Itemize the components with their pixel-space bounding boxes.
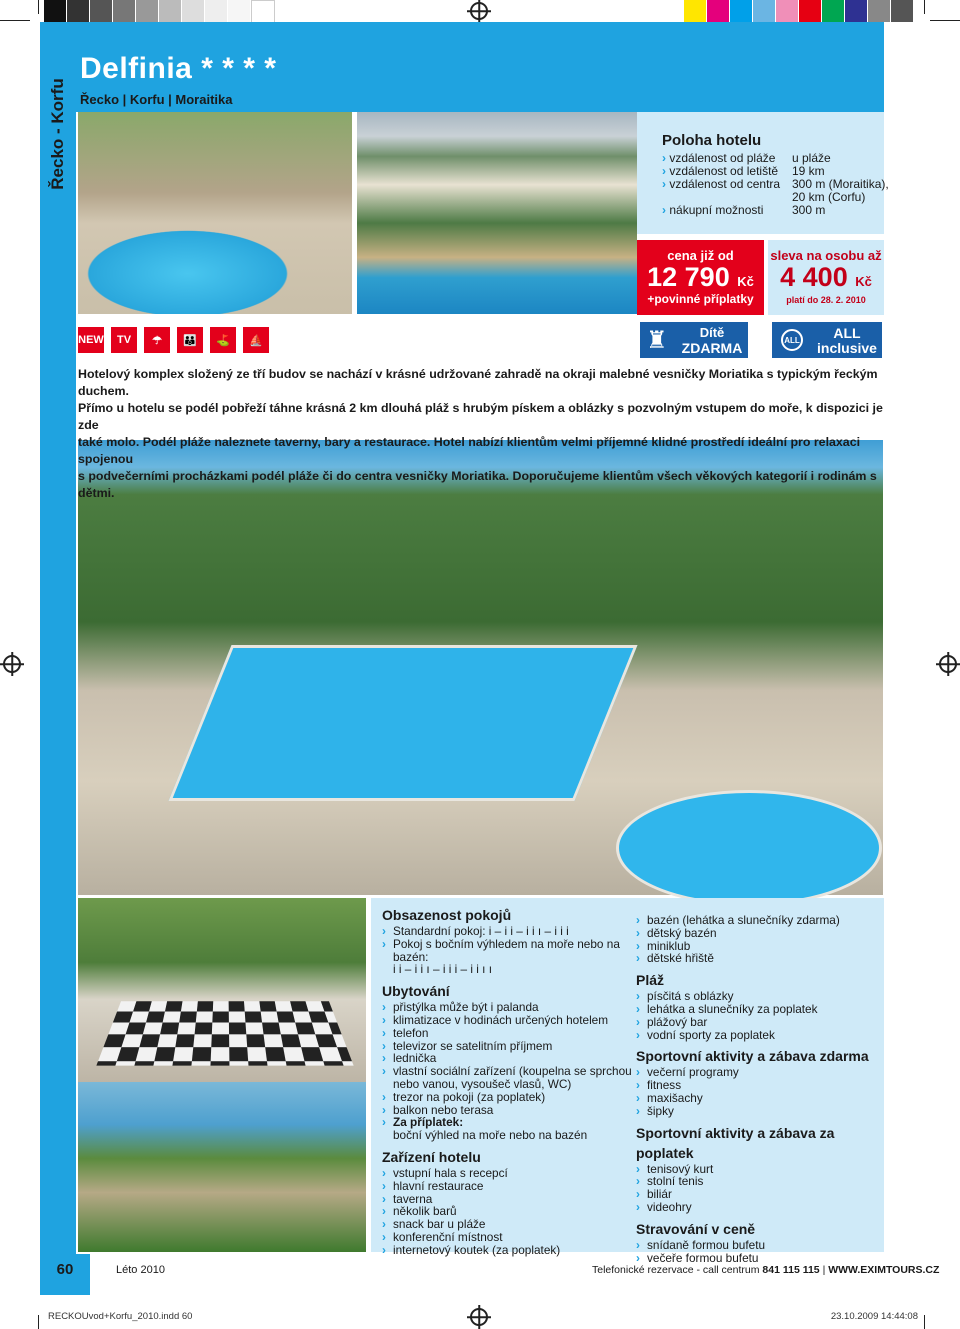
location-value: 20 km (Corfu) bbox=[792, 190, 866, 204]
list-item: › plážový bar bbox=[636, 1016, 880, 1029]
footer-phone: 841 115 115 bbox=[762, 1264, 820, 1276]
list-item: › fitness bbox=[636, 1079, 880, 1092]
list-item: › biliár bbox=[636, 1188, 880, 1201]
list-item: › trezor na pokoji (za poplatek) bbox=[382, 1091, 632, 1104]
amenity-icons bbox=[78, 327, 269, 353]
trim-mark bbox=[0, 20, 30, 21]
price-from-label: cena již od bbox=[667, 248, 734, 263]
list-item: › Pokoj s bočním výhledem na moře nebo na bazén: bbox=[382, 938, 632, 964]
sport-free-title: Sportovní aktivity a zábava zdarma bbox=[636, 1048, 869, 1065]
list-item: › internetový koutek (za poplatek) bbox=[382, 1244, 632, 1257]
list-item: › vlastní sociální zařízení (koupelna se sprchou bbox=[382, 1065, 632, 1078]
footer-separator: | bbox=[822, 1264, 826, 1276]
list-item: › telefon bbox=[382, 1027, 632, 1040]
location-value: u pláže bbox=[792, 151, 831, 165]
all-inclusive-line1: ALL bbox=[833, 325, 861, 341]
trim-mark bbox=[930, 20, 960, 21]
discount-value bbox=[768, 262, 884, 293]
list-item: › lehátka a slunečníky za poplatek bbox=[636, 1003, 880, 1016]
child-free-line1: Dítě bbox=[699, 325, 725, 340]
trim-mark bbox=[38, 1315, 39, 1329]
price-extra-fees: +povinné příplatky bbox=[647, 292, 754, 306]
hotel-description bbox=[78, 366, 884, 502]
discount-amount: 4 400 bbox=[780, 262, 848, 292]
list-item: › vodní sporty za poplatek bbox=[636, 1029, 880, 1042]
list-item: › lednička bbox=[382, 1052, 632, 1065]
all-inclusive-line2: inclusive bbox=[817, 340, 877, 356]
occupancy-list bbox=[382, 925, 632, 976]
footer-website: WWW.EXIMTOURS.CZ bbox=[828, 1264, 940, 1276]
print-slug-file: RECKOUvod+Korfu_2010.indd 60 bbox=[48, 1311, 193, 1322]
list-item: › dětské hřiště bbox=[636, 952, 880, 965]
list-item: › televizor se satelitním příjmem bbox=[382, 1040, 632, 1053]
registration-mark-left bbox=[3, 655, 21, 673]
footer-phone-label: Telefonické rezervace - call centrum bbox=[592, 1264, 760, 1276]
child-icon: ♜ bbox=[646, 327, 668, 354]
description-line: Přímo u hotelu se podél pobřeží táhne krásná 2 km dlouhá pláž s hrubým pískem a oblázky s pozvolným vstupem do moře, k dispozici je zde bbox=[78, 401, 883, 432]
list-item: › tenisový kurt bbox=[636, 1163, 880, 1176]
location-key: › vzdálenost od centra bbox=[662, 178, 780, 191]
list-item: › písčitá s oblázky bbox=[636, 990, 880, 1003]
footer-season: Léto 2010 bbox=[116, 1264, 165, 1276]
sport-paid-list bbox=[636, 1163, 880, 1214]
print-color-bar-left bbox=[44, 0, 275, 22]
rooms-title: Ubytování bbox=[382, 983, 450, 1000]
trim-mark bbox=[924, 1315, 925, 1329]
list-item: i i – i i ı – i i i – i i ı ı bbox=[393, 962, 492, 977]
list-item: › miniklub bbox=[636, 940, 880, 953]
list-item: › večerní programy bbox=[636, 1066, 880, 1079]
side-label bbox=[40, 22, 76, 222]
photo-pool-loungers bbox=[78, 112, 352, 314]
facilities-title: Zařízení hotelu bbox=[382, 1148, 481, 1165]
board-title: Stravování v ceně bbox=[636, 1220, 756, 1237]
side-label-text: Řecko - Korfu bbox=[48, 78, 67, 190]
location-key: › nákupní možnosti bbox=[662, 204, 763, 217]
tv-icon: TV bbox=[111, 327, 137, 353]
board-list bbox=[636, 1239, 880, 1265]
beach-title: Pláž bbox=[636, 972, 665, 989]
page-number: 60 bbox=[40, 1254, 90, 1295]
description-line: Hotelový komplex složený ze tří budov se nachází v krásné udržované zahradě na okraji malebné vesničky Moriatika s typickým řeckým duchem. bbox=[78, 367, 878, 398]
discount-validity: platí do 28. 2. 2010 bbox=[786, 295, 866, 305]
photo-beach-garden bbox=[78, 1082, 366, 1252]
list-item: › šipky bbox=[636, 1105, 880, 1118]
playground-icon: ⛳ bbox=[210, 327, 236, 353]
photo-chessboard bbox=[96, 1001, 353, 1065]
family-icon: 👪 bbox=[177, 327, 203, 353]
list-item: › bazén (lehátka a slunečníky zdarma) bbox=[636, 914, 880, 927]
hotel-title: Delfinia * * * * bbox=[80, 52, 277, 85]
list-item: › večeře formou bufetu bbox=[636, 1252, 880, 1265]
list-item: › konferenční místnost bbox=[382, 1231, 632, 1244]
surcharge-label: Za příplatek: bbox=[393, 1115, 464, 1130]
trim-mark bbox=[924, 0, 925, 14]
discount-currency: Kč bbox=[855, 274, 872, 289]
list-item: › stolní tenis bbox=[636, 1175, 880, 1188]
location-title: Poloha hotelu bbox=[662, 132, 762, 149]
list-item: nebo vanou, vysoušeč vlasů, WC) bbox=[393, 1076, 572, 1091]
occupancy-title: Obsazenost pokojů bbox=[382, 907, 512, 923]
registration-mark-right bbox=[939, 655, 957, 673]
all-inclusive-badge bbox=[772, 322, 882, 358]
beach-list bbox=[636, 990, 880, 1041]
location-key: › vzdálenost od letiště bbox=[662, 165, 778, 178]
photo-main-pool bbox=[168, 645, 637, 801]
rooms-list bbox=[382, 1001, 632, 1142]
registration-mark-top bbox=[470, 2, 488, 20]
list-item: › klimatizace v hodinách určených hotelem bbox=[382, 1014, 632, 1027]
list-item: › balkon nebo terasa bbox=[382, 1104, 632, 1117]
list-item: › hlavní restaurace bbox=[382, 1180, 632, 1193]
facilities-list bbox=[382, 1167, 632, 1257]
location-value: 19 km bbox=[792, 164, 825, 178]
list-item: › několik barů bbox=[382, 1205, 632, 1218]
child-free-line2: ZDARMA bbox=[681, 340, 743, 356]
footer-contact bbox=[592, 1264, 940, 1276]
child-free-badge bbox=[640, 322, 748, 358]
location-value: 300 m (Moraitika), bbox=[792, 177, 889, 191]
sport-paid-title: Sportovní aktivity a zábava za poplatek bbox=[636, 1124, 835, 1161]
location-value: 300 m bbox=[792, 203, 826, 217]
beach-umbrella-icon: ☂ bbox=[144, 327, 170, 353]
list-item: › videohry bbox=[636, 1201, 880, 1214]
list-item: › dětský bazén bbox=[636, 927, 880, 940]
list-item: › maxišachy bbox=[636, 1092, 880, 1105]
list-item: › Standardní pokoj: i – i i – i i ı – i i i bbox=[382, 925, 632, 938]
hotel-location-line: Řecko | Korfu | Moraitika bbox=[80, 92, 233, 107]
description-line: také molo. Podél pláže naleznete taverny, bary a restaurace. Hotel nabízí klientům velmi příjemné klidné prostředí ideální pro relaxaci spojenou bbox=[78, 435, 861, 466]
list-item: › snack bar u pláže bbox=[382, 1218, 632, 1231]
description-line: s podvečerními procházkami podél pláže či do centra vesničky Moriatika. Doporučujeme klientům všech věkových kategorií i rodinám s dětmi. bbox=[78, 469, 877, 500]
print-color-bar-right bbox=[684, 0, 914, 22]
info-column-right bbox=[636, 914, 880, 1264]
new-icon: NEW bbox=[78, 327, 104, 353]
sport-free-list bbox=[636, 1066, 880, 1117]
trim-mark bbox=[38, 0, 39, 14]
all-inclusive-icon: ALL bbox=[781, 329, 803, 351]
registration-mark-bottom bbox=[470, 1308, 488, 1326]
sailing-icon: ⛵ bbox=[243, 327, 269, 353]
list-item: › přistýlka může být i palanda bbox=[382, 1001, 632, 1014]
list-item: › vstupní hala s recepcí bbox=[382, 1167, 632, 1180]
price-from-amount: 12 790 bbox=[647, 262, 730, 292]
photo-round-pool bbox=[616, 790, 882, 906]
list-item: boční výhled na moře nebo na bazén bbox=[393, 1128, 588, 1143]
list-item: › taverna bbox=[382, 1193, 632, 1206]
list-item: › snídaně formou bufetu bbox=[636, 1239, 880, 1252]
price-from-value bbox=[637, 262, 764, 293]
print-slug-date: 23.10.2009 14:44:08 bbox=[830, 1311, 918, 1322]
location-key: › vzdálenost od pláže bbox=[662, 152, 775, 165]
info-column-left bbox=[382, 905, 632, 1257]
photo-hotel-aerial bbox=[357, 112, 637, 314]
price-currency: Kč bbox=[737, 274, 754, 289]
discount-label: sleva na osobu až bbox=[770, 248, 882, 263]
pool-list bbox=[636, 914, 880, 965]
